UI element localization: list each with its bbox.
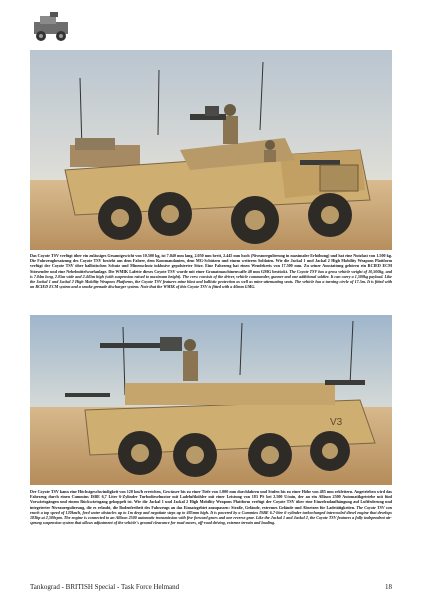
caption-bottom-english: The Coyote TSV can reach a top speed of 120km/h, ford water obstacles up to 1m deep and negotiate steps up to 485mm high. It is powered by a Cummins ISBE 6.7-litre 6-cylinder turbocharged intercooled diesel engine that develops 183hp at 2,500rpm. The engine is connected to an Allison 2500 automatic transmission with five forward gears and one reverse gear. Like the Jackal 1 and Jackal 2, the Coyote TSV features a fully independent air-sprung suspension system that allows adjustment of the vehicle's ground clearance for road moves, off-road driving, extreme terrain and loading. (30, 504, 392, 526)
coyote-photo-top (30, 50, 392, 250)
caption-bottom (30, 489, 392, 525)
coyote-photo-bottom (30, 315, 392, 485)
caption-bottom-german: Der Coyote TSV kann eine Höchstgeschwindigkeit von 120 km/h erreichen, Gewässer bis zu einer Tiefe von 1.000 mm durchfahren und Stufen bis zu einer Höhe von 485 mm erklettern. Angetrieben wird das Fahrzeug durch einen Cummins ISBE 6,7 Liter 6-Zylinder Turbodieselmotor mit Ladeluftkühler mit einer Leistung von 183 PS bei 2.500 U/min, der an ein Allison 2500 Automatikgetriebe mit fünf Vorwärtsgängen und einem Rückwärtsgang gekoppelt ist. Wie die Jackal 1 und Jackal 2 High Mobility Weapons Plattform verfügt der Coyote TSV über eine Einzelradaufhängung auf Luftfederung und integrierter Niveauregulierung, die es erlaubt, die Bodenfreiheit des Fahrzeugs an das Einsatzgebiet anzupassen: Straße, Gelände, extremes Gelände und Absetzen für Ladetätigkeiten. (30, 489, 392, 510)
footer-series-title: Tankograd - BRITISH Special - Task Force Helmand (30, 583, 180, 591)
caption-top-german: Das Coyote TSV verfügt über ein zulässiges Gesamtgewicht von 10.500 kg, ist 7.040 mm lang, 2.050 mm breit, 2.445 mm hoch (Niveauregulierung in maximaler Erhöhung) und hat eine Nutzlast von 1.500 kg. Die Fahrzeugbesatzung des Coyote TSV besteht aus dem Fahrer, dem Kommandanten, dem MG-Schützen und einem weiteren Soldaten. Wie die Jackal 1 und Jackal 2 High Mobility Weapons Plattform verfügt der Coyote TSV über ballistischen Schutz und Minenschutz inklusive gepolsterter Sitze. Eine Fahrzeug hat einen Wendekreis von 17.500 mm. Zu seiner Ausstattung gehören ein RCIED ECM Störsender und eine Nebelmittelwurfanlage. Die WMIK Lafette dieses Coyote TSV wurde mit einer Granatmaschinenwaffe 40 mm GMG bestückt. (30, 253, 392, 274)
page-number: 18 (385, 583, 392, 591)
caption-top (30, 253, 392, 289)
vehicle-logo-icon (30, 10, 74, 44)
svg-text:V3: V3 (330, 417, 343, 428)
caption-top-english: The Coyote TSV has a gross vehicle weight of 10,500kg, and is 7.04m long, 2.05m wide and 2.445m high (with suspension raised to maximum height). The crew consists of the driver, vehicle commander, gunner and one additional soldier. It can carry a 1,500kg payload. Like the Jackal 1 and Jackal 2 High Mobility Weapons Platforms, the Coyote TSV features mine blast and ballistic protection as well as mine-attenuating seats. The vehicle has a turning circle of 17.5m. It is fitted with an RCIED ECM system and a smoke grenade discharger system. Note that the WMIK of this Coyote TSV is fitted with a 40mm GMG. (30, 268, 392, 290)
